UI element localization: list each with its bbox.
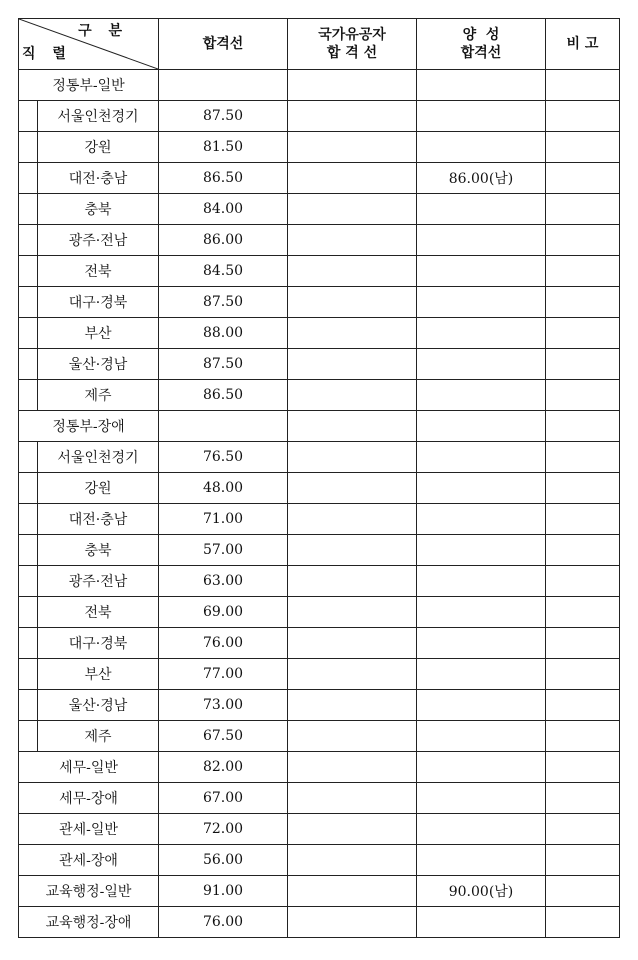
- category-header-top: 구 분: [78, 23, 128, 39]
- gender-score-cell: [417, 194, 546, 225]
- row-label-text: 서울인천경기: [57, 450, 139, 466]
- remarks-cell: [546, 907, 620, 938]
- pass-score-text: 73.00: [202, 697, 244, 713]
- veteran-score-cell: [288, 783, 417, 814]
- remarks-cell: [546, 163, 620, 194]
- veteran-score-cell: [288, 442, 417, 473]
- table-row: [19, 132, 620, 163]
- gender-score-cell: [417, 535, 546, 566]
- row-label-text: 대전·충남: [68, 171, 128, 187]
- table-row: [19, 101, 620, 132]
- pass-score-text: 86.50: [202, 387, 244, 403]
- row-label: [19, 907, 159, 938]
- row-label-text: 정통부-일반: [52, 78, 125, 94]
- remarks-cell: [546, 101, 620, 132]
- remarks-cell: [546, 845, 620, 876]
- row-indent: [19, 628, 38, 659]
- gender-score-cell: [417, 380, 546, 411]
- remarks-cell: [546, 597, 620, 628]
- table-row: [19, 380, 620, 411]
- pass-score-text: 84.00: [202, 201, 244, 217]
- remarks-cell: [546, 287, 620, 318]
- remarks-cell: [546, 504, 620, 535]
- veteran-score-cell: [288, 721, 417, 752]
- pass-score-cell: [159, 690, 288, 721]
- pass-score-cell: [159, 845, 288, 876]
- pass-score-cell: [159, 101, 288, 132]
- pass-score-text: 48.00: [202, 480, 244, 496]
- row-indent: [19, 380, 38, 411]
- remarks-cell: [546, 132, 620, 163]
- row-label-text: 대전·충남: [68, 512, 128, 528]
- row-label: [38, 535, 159, 566]
- remarks-cell: [546, 659, 620, 690]
- remarks-cell: [546, 411, 620, 442]
- pass-score-cell: [159, 783, 288, 814]
- row-indent: [19, 504, 38, 535]
- gender-score-cell: [417, 628, 546, 659]
- gender-score-cell: [417, 597, 546, 628]
- row-indent: [19, 721, 38, 752]
- table-row: [19, 318, 620, 349]
- row-indent: [19, 256, 38, 287]
- remarks-cell: [546, 473, 620, 504]
- pass-line-header-label: 합격선: [202, 36, 244, 52]
- row-label-text: 대구·경북: [68, 636, 128, 652]
- gender-score-cell: [417, 721, 546, 752]
- pass-score-cell: [159, 318, 288, 349]
- veteran-score-cell: [288, 132, 417, 163]
- table-row: [19, 845, 620, 876]
- row-label-text: 광주·전남: [68, 574, 128, 590]
- row-label: [38, 194, 159, 225]
- pass-score-text: 81.50: [202, 139, 244, 155]
- table-row: [19, 597, 620, 628]
- table-row: [19, 535, 620, 566]
- veteran-score-cell: [288, 690, 417, 721]
- table-row: [19, 504, 620, 535]
- veteran-score-cell: [288, 597, 417, 628]
- table-row: [19, 442, 620, 473]
- table-row: [19, 70, 620, 101]
- remarks-header: [546, 19, 620, 70]
- veteran-line-header-line2: 합 격 선: [326, 45, 378, 61]
- row-indent: [19, 690, 38, 721]
- remarks-cell: [546, 70, 620, 101]
- pass-score-text: 84.50: [202, 263, 244, 279]
- veteran-score-cell: [288, 256, 417, 287]
- veteran-score-cell: [288, 907, 417, 938]
- row-label-text: 전북: [84, 264, 112, 280]
- pass-score-text: 87.50: [202, 294, 244, 310]
- pass-score-cell: [159, 504, 288, 535]
- row-indent: [19, 194, 38, 225]
- pass-score-cell: [159, 194, 288, 225]
- gender-line-header: [417, 19, 546, 70]
- row-label: [38, 597, 159, 628]
- veteran-score-cell: [288, 845, 417, 876]
- veteran-score-cell: [288, 876, 417, 907]
- row-label: [19, 845, 159, 876]
- row-label-text: 서울인천경기: [57, 109, 139, 125]
- pass-score-text: 87.50: [202, 356, 244, 372]
- row-indent: [19, 101, 38, 132]
- pass-score-cell: [159, 70, 288, 101]
- gender-score-cell: [417, 566, 546, 597]
- row-label: [38, 566, 159, 597]
- veteran-score-cell: [288, 101, 417, 132]
- row-label: [19, 814, 159, 845]
- table-row: [19, 628, 620, 659]
- row-label: [19, 752, 159, 783]
- pass-score-cell: [159, 907, 288, 938]
- pass-score-cell: [159, 628, 288, 659]
- remarks-cell: [546, 380, 620, 411]
- row-label-text: 교육행정-장애: [45, 915, 132, 931]
- category-header: [19, 19, 159, 70]
- row-label-text: 정통부-장애: [52, 419, 125, 435]
- row-label: [38, 256, 159, 287]
- remarks-cell: [546, 876, 620, 907]
- remarks-cell: [546, 256, 620, 287]
- table-row: [19, 783, 620, 814]
- row-label: [38, 380, 159, 411]
- row-indent: [19, 163, 38, 194]
- pass-score-text: 63.00: [202, 573, 244, 589]
- veteran-score-cell: [288, 752, 417, 783]
- table-row: [19, 411, 620, 442]
- veteran-score-cell: [288, 504, 417, 535]
- pass-score-cell: [159, 132, 288, 163]
- header-row: [19, 19, 620, 70]
- row-indent: [19, 473, 38, 504]
- row-label-text: 강원: [84, 140, 112, 156]
- gender-score-cell: [417, 225, 546, 256]
- row-label: [19, 783, 159, 814]
- remarks-cell: [546, 318, 620, 349]
- gender-score-cell: [417, 349, 546, 380]
- gender-line-header-line1: 양 성: [462, 27, 500, 43]
- pass-score-text: 71.00: [202, 511, 244, 527]
- pass-score-text: 67.00: [202, 790, 244, 806]
- pass-score-cell: [159, 535, 288, 566]
- remarks-header-label: 비 고: [566, 36, 599, 52]
- row-label: [38, 349, 159, 380]
- pass-score-text: 57.00: [202, 542, 244, 558]
- pass-score-table: [18, 18, 620, 938]
- pass-score-text: 87.50: [202, 108, 244, 124]
- row-label: [19, 876, 159, 907]
- remarks-cell: [546, 752, 620, 783]
- pass-score-cell: [159, 256, 288, 287]
- gender-score-cell: [417, 256, 546, 287]
- table-row: [19, 566, 620, 597]
- row-label: [38, 225, 159, 256]
- pass-score-cell: [159, 876, 288, 907]
- pass-score-text: 77.00: [202, 666, 244, 682]
- remarks-cell: [546, 349, 620, 380]
- table-body: [19, 70, 620, 938]
- remarks-cell: [546, 566, 620, 597]
- gender-score-cell: [417, 101, 546, 132]
- remarks-cell: [546, 721, 620, 752]
- table-row: [19, 814, 620, 845]
- pass-score-text: 91.00: [202, 883, 244, 899]
- gender-score-cell: [417, 504, 546, 535]
- table-row: [19, 690, 620, 721]
- gender-score-cell: [417, 907, 546, 938]
- table-row: [19, 721, 620, 752]
- remarks-cell: [546, 442, 620, 473]
- row-label-text: 광주·전남: [68, 233, 128, 249]
- gender-score-cell: [417, 659, 546, 690]
- pass-line-header: [159, 19, 288, 70]
- row-indent: [19, 132, 38, 163]
- pass-score-cell: [159, 752, 288, 783]
- pass-score-text: 82.00: [202, 759, 244, 775]
- pass-score-cell: [159, 287, 288, 318]
- row-label-text: 전북: [84, 605, 112, 621]
- row-indent: [19, 318, 38, 349]
- row-label-text: 관세-일반: [59, 822, 118, 838]
- gender-score-text: 90.00(남): [448, 884, 514, 900]
- row-label-text: 부산: [84, 326, 112, 342]
- row-indent: [19, 349, 38, 380]
- gender-score-cell: [417, 318, 546, 349]
- row-indent: [19, 566, 38, 597]
- veteran-score-cell: [288, 566, 417, 597]
- row-indent: [19, 535, 38, 566]
- row-label: [38, 659, 159, 690]
- table-row: [19, 287, 620, 318]
- table-row: [19, 876, 620, 907]
- gender-score-cell: [417, 287, 546, 318]
- row-indent: [19, 225, 38, 256]
- row-label: [38, 101, 159, 132]
- row-indent: [19, 659, 38, 690]
- pass-score-text: 72.00: [202, 821, 244, 837]
- pass-score-text: 76.50: [202, 449, 244, 465]
- remarks-cell: [546, 783, 620, 814]
- pass-score-cell: [159, 225, 288, 256]
- row-label: [38, 473, 159, 504]
- veteran-line-header: [288, 19, 417, 70]
- pass-score-cell: [159, 163, 288, 194]
- table-row: [19, 907, 620, 938]
- gender-score-cell: [417, 876, 546, 907]
- veteran-score-cell: [288, 535, 417, 566]
- table-row: [19, 659, 620, 690]
- row-label: [38, 690, 159, 721]
- row-label-text: 충북: [84, 202, 112, 218]
- pass-score-text: 76.00: [202, 635, 244, 651]
- table-row: [19, 473, 620, 504]
- table-row: [19, 349, 620, 380]
- veteran-score-cell: [288, 70, 417, 101]
- pass-score-cell: [159, 597, 288, 628]
- row-indent: [19, 287, 38, 318]
- gender-score-cell: [417, 752, 546, 783]
- veteran-score-cell: [288, 411, 417, 442]
- row-label: [38, 132, 159, 163]
- row-label: [38, 628, 159, 659]
- pass-score-cell: [159, 349, 288, 380]
- row-label-text: 세무-일반: [59, 760, 118, 776]
- gender-score-cell: [417, 163, 546, 194]
- pass-score-cell: [159, 814, 288, 845]
- pass-score-text: 86.50: [202, 170, 244, 186]
- table-row: [19, 194, 620, 225]
- gender-score-cell: [417, 690, 546, 721]
- pass-score-cell: [159, 566, 288, 597]
- gender-score-cell: [417, 442, 546, 473]
- row-label-text: 충북: [84, 543, 112, 559]
- remarks-cell: [546, 814, 620, 845]
- category-header-bottom: 직 렬: [22, 46, 72, 62]
- gender-score-cell: [417, 70, 546, 101]
- table-row: [19, 163, 620, 194]
- pass-score-cell: [159, 659, 288, 690]
- veteran-score-cell: [288, 659, 417, 690]
- veteran-score-cell: [288, 194, 417, 225]
- remarks-cell: [546, 225, 620, 256]
- gender-score-cell: [417, 814, 546, 845]
- row-label: [38, 163, 159, 194]
- gender-score-cell: [417, 411, 546, 442]
- veteran-score-cell: [288, 163, 417, 194]
- row-label: [38, 721, 159, 752]
- veteran-score-cell: [288, 814, 417, 845]
- row-label-text: 세무-장애: [59, 791, 118, 807]
- pass-score-text: 69.00: [202, 604, 244, 620]
- row-indent: [19, 442, 38, 473]
- row-label: [38, 442, 159, 473]
- gender-line-header-line2: 합격선: [460, 45, 502, 61]
- row-label-text: 울산·경남: [68, 357, 128, 373]
- pass-score-cell: [159, 442, 288, 473]
- gender-score-cell: [417, 783, 546, 814]
- pass-score-cell: [159, 473, 288, 504]
- row-label-text: 울산·경남: [68, 698, 128, 714]
- row-label-text: 부산: [84, 667, 112, 683]
- table-row: [19, 225, 620, 256]
- gender-score-cell: [417, 845, 546, 876]
- row-label-text: 대구·경북: [68, 295, 128, 311]
- veteran-score-cell: [288, 287, 417, 318]
- row-label: [19, 70, 159, 101]
- pass-score-text: 86.00: [202, 232, 244, 248]
- row-label-text: 제주: [84, 388, 112, 404]
- table-row: [19, 256, 620, 287]
- veteran-line-header-line1: 국가유공자: [318, 27, 386, 43]
- pass-score-cell: [159, 380, 288, 411]
- table-row: [19, 752, 620, 783]
- remarks-cell: [546, 628, 620, 659]
- row-label-text: 교육행정-일반: [45, 884, 132, 900]
- pass-score-cell: [159, 411, 288, 442]
- row-label: [38, 318, 159, 349]
- remarks-cell: [546, 535, 620, 566]
- row-label: [38, 504, 159, 535]
- row-label: [38, 287, 159, 318]
- row-label-text: 관세-장애: [59, 853, 118, 869]
- gender-score-cell: [417, 132, 546, 163]
- gender-score-text: 86.00(남): [448, 171, 514, 187]
- veteran-score-cell: [288, 473, 417, 504]
- pass-score-text: 76.00: [202, 914, 244, 930]
- veteran-score-cell: [288, 628, 417, 659]
- veteran-score-cell: [288, 380, 417, 411]
- row-label-text: 제주: [84, 729, 112, 745]
- pass-score-text: 88.00: [202, 325, 244, 341]
- veteran-score-cell: [288, 318, 417, 349]
- pass-score-text: 56.00: [202, 852, 244, 868]
- remarks-cell: [546, 690, 620, 721]
- pass-score-text: 67.50: [202, 728, 244, 744]
- veteran-score-cell: [288, 349, 417, 380]
- remarks-cell: [546, 194, 620, 225]
- pass-score-cell: [159, 721, 288, 752]
- row-label-text: 강원: [84, 481, 112, 497]
- row-label: [19, 411, 159, 442]
- veteran-score-cell: [288, 225, 417, 256]
- row-indent: [19, 597, 38, 628]
- gender-score-cell: [417, 473, 546, 504]
